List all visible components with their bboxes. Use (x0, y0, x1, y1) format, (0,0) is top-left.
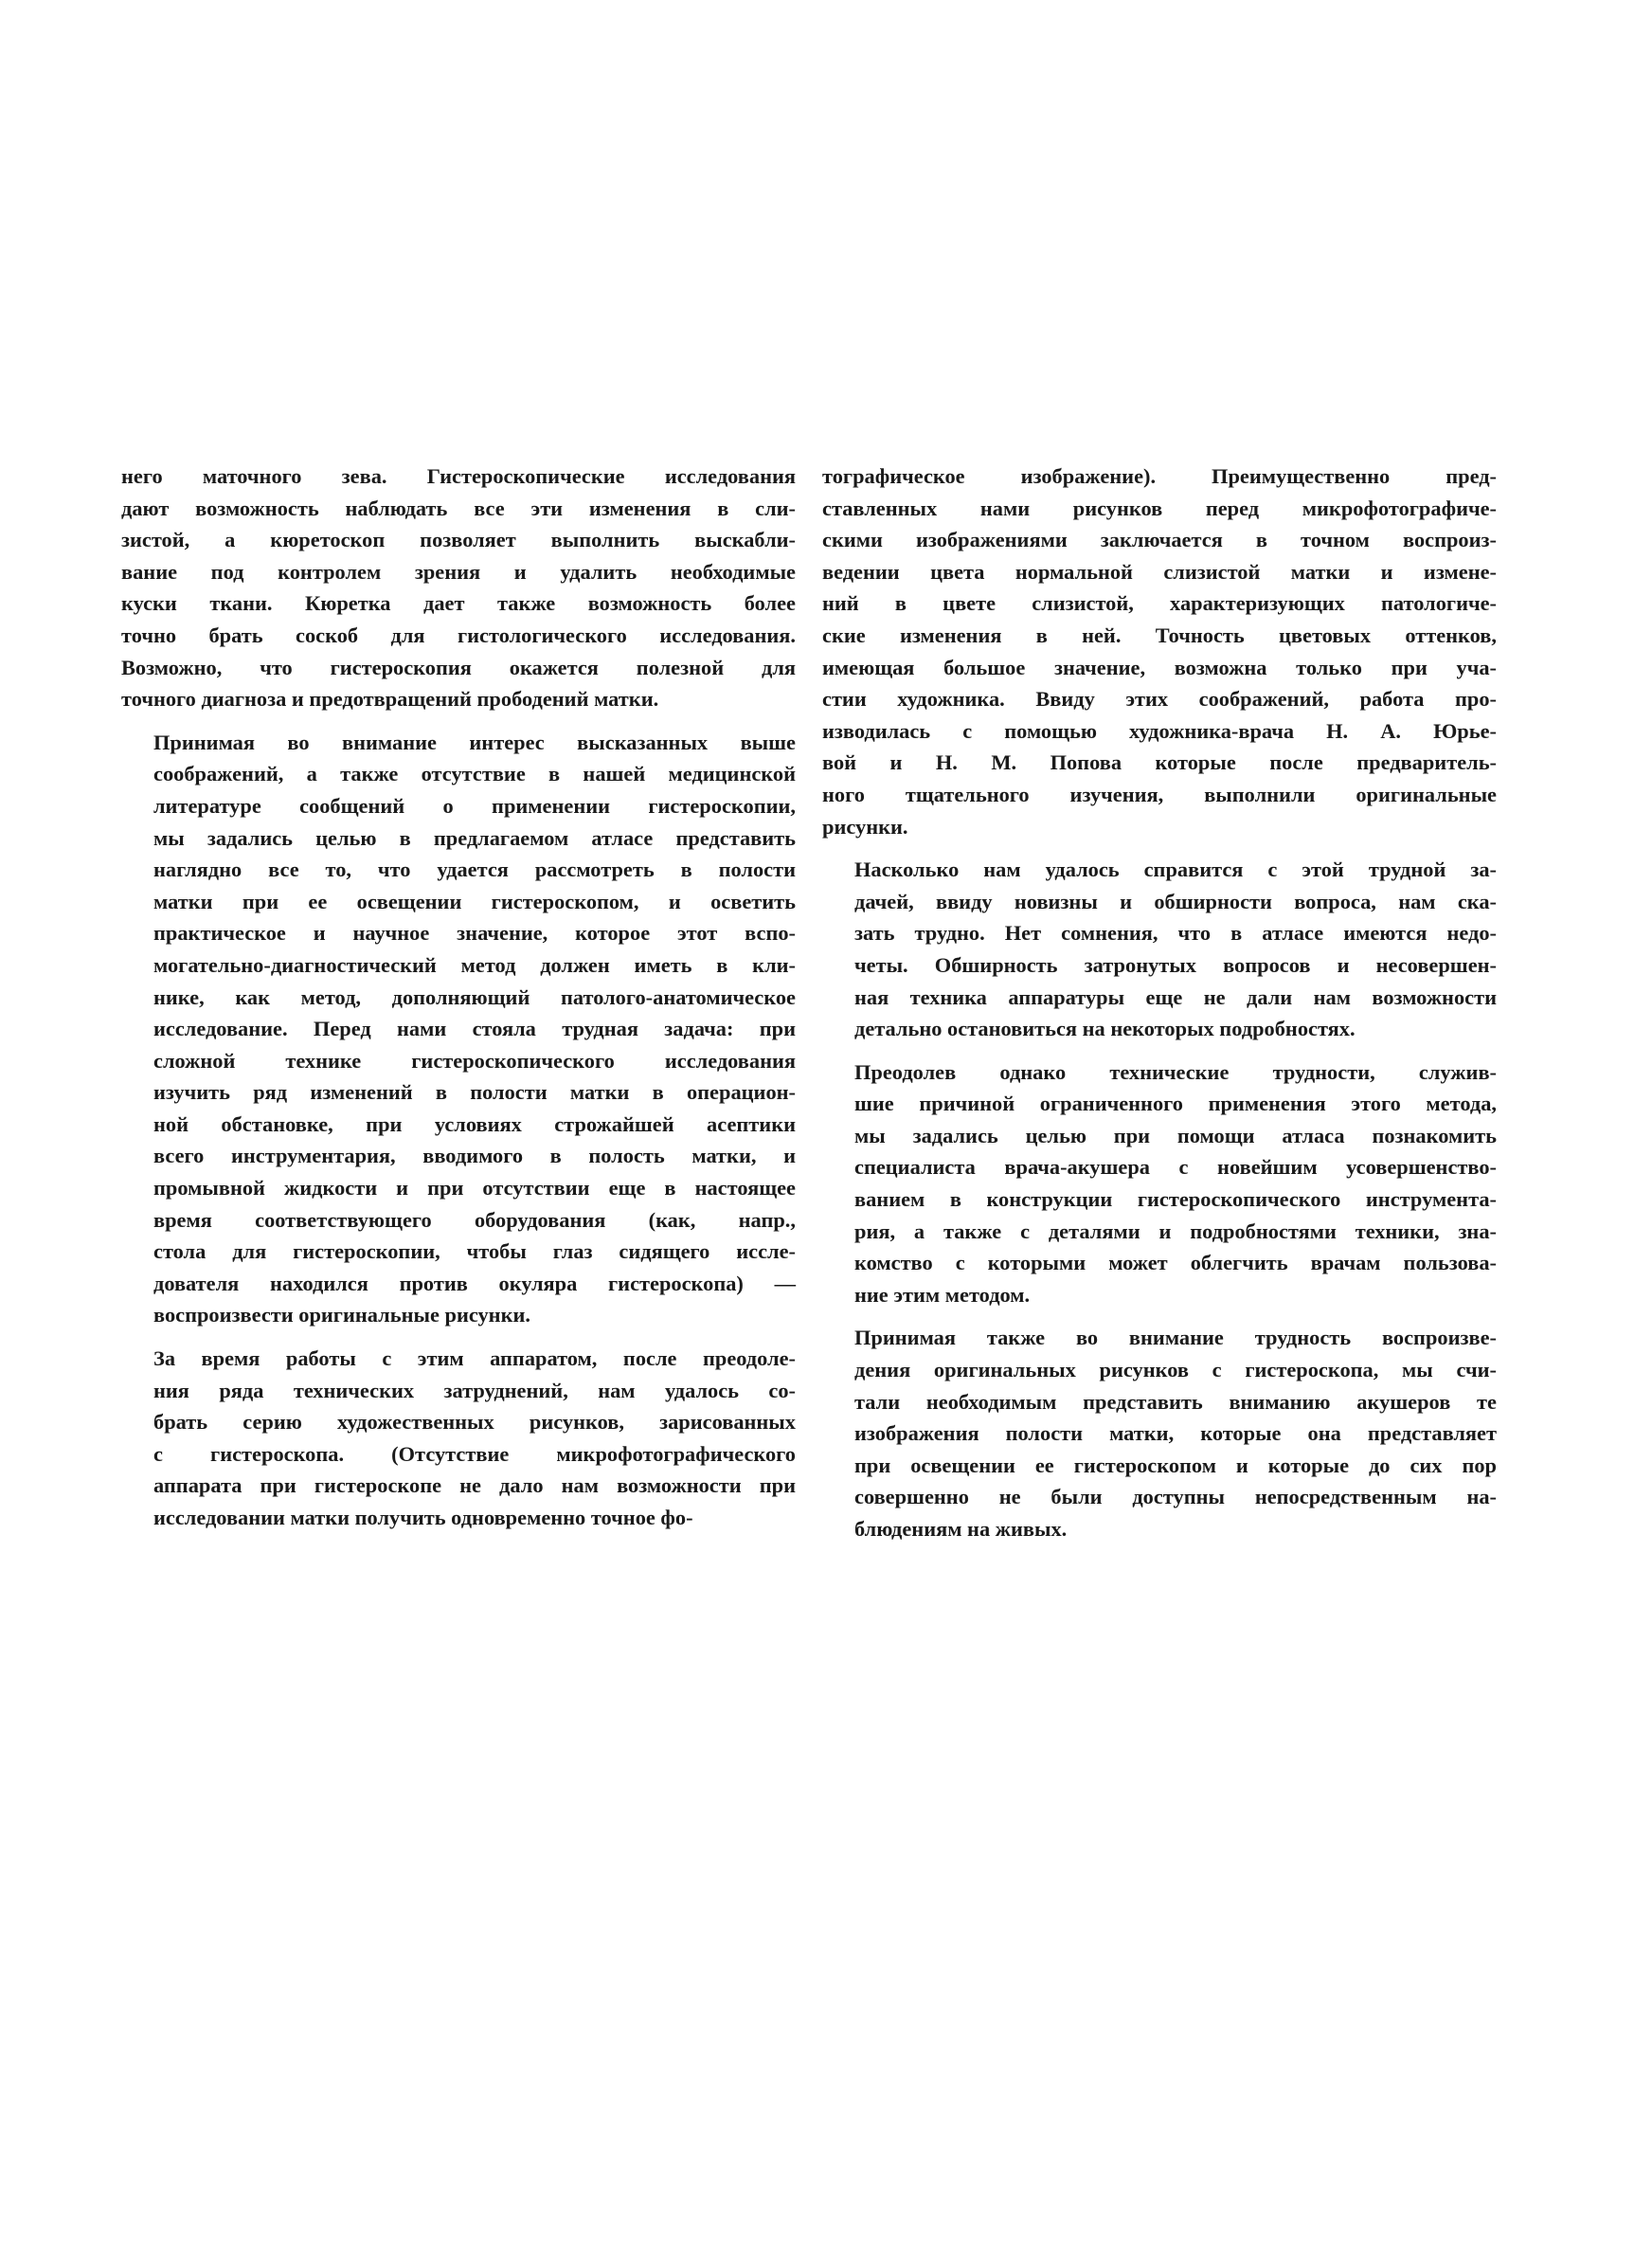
text-line: мы задались целью в предлагаемом атласе представить (153, 825, 796, 850)
text-line: всего инструментария, вводимого в полость матки, и (153, 1144, 796, 1168)
text-line: стии художника. Ввиду этих соображений, работа про- (822, 687, 1497, 712)
text-line: матки при ее освещении гистероскопом, и осветить (153, 889, 796, 913)
text-line: детально остановиться на некоторых подробностях. (854, 1017, 1356, 1041)
text-line: наглядно все то, что удается рассмотреть в полости (153, 858, 796, 882)
text-line: комство с которыми может облегчить врачам пользова- (854, 1251, 1497, 1275)
text-line: Принимая во внимание интерес высказанных выше (153, 730, 796, 754)
text-line: него маточного зева. Гистероскопические исследования (121, 464, 796, 488)
text-line: дачей, ввиду новизны и обширности вопроса, нам ска- (854, 889, 1497, 913)
text-line: брать серию художественных рисунков, зарисованных (153, 1410, 796, 1435)
text-line: Возможно, что гистероскопия окажется полезной для (121, 655, 796, 679)
text-line: ного тщательного изучения, выполнили оригинальные (822, 782, 1497, 806)
text-line: зать трудно. Нет сомнения, что в атласе имеются недо- (854, 921, 1497, 946)
text-line: литературе сообщений о применении гистероскопии, (153, 793, 796, 818)
text-line: вание под контролем зрения и удалить необходимые (121, 559, 796, 584)
left-text-column (121, 460, 796, 1534)
text-line: четы. Обширность затронутых вопросов и несовершен- (854, 952, 1497, 977)
text-line: нике, как метод, дополняющий патолого-анатомическое (153, 984, 796, 1009)
text-line: дения оригинальных рисунков с гистероскопа, мы счи- (854, 1358, 1497, 1382)
text-line: ний в цвете слизистой, характеризующих патологиче- (822, 591, 1497, 616)
text-line: исследование. Перед нами стояла трудная задача: при (153, 1017, 796, 1041)
text-line: могательно-диагностический метод должен иметь в кли- (153, 952, 796, 977)
paragraph (822, 1322, 1497, 1544)
text-line: точного диагноза и предотвращений прободений матки. (121, 687, 659, 712)
text-line: зистой, а кюретоскоп позволяет выполнить выскабли- (121, 528, 796, 552)
text-line: при освещении ее гистероскопом и которые до сих пор (854, 1453, 1497, 1477)
text-line: изводилась с помощью художника-врача Н. А. Юрье- (822, 718, 1497, 743)
text-line: ставленных нами рисунков перед микрофотографиче- (822, 496, 1497, 520)
text-line: точно брать соскоб для гистологического исследования. (121, 623, 796, 647)
text-line: Насколько нам удалось справится с этой трудной за- (854, 858, 1497, 882)
text-line: вой и Н. М. Попова которые после предваритель- (822, 750, 1497, 775)
text-line: ная техника аппаратуры еще не дали нам возможности (854, 984, 1497, 1009)
text-line: имеющая большое значение, возможна только при уча- (822, 655, 1497, 679)
text-line: Принимая также во внимание трудность воспроизве- (854, 1326, 1497, 1350)
text-line: рия, а также с деталями и подробностями техники, зна- (854, 1219, 1497, 1243)
paragraph (121, 460, 796, 715)
text-line: блюдениям на живых. (854, 1517, 1068, 1541)
text-line: скими изображениями заключается в точном воспроиз- (822, 528, 1497, 552)
text-line: Преодолев однако технические трудности, служив- (854, 1059, 1497, 1084)
text-line: совершенно не были доступны непосредственным на- (854, 1485, 1497, 1509)
text-line: соображений, а также отсутствие в нашей медицинской (153, 762, 796, 786)
text-line: дователя находился против окуляра гистероскопа) — (153, 1271, 796, 1295)
text-line: аппарата при гистероскопе не дало нам возможности при (153, 1473, 796, 1498)
paragraph (822, 460, 1497, 842)
text-line: ведении цвета нормальной слизистой матки и измене- (822, 559, 1497, 584)
text-line: тали необходимым представить вниманию акушеров те (854, 1389, 1497, 1414)
right-text-column (822, 460, 1497, 1545)
text-line: ские изменения в ней. Точность цветовых оттенков, (822, 623, 1497, 647)
text-line: За время работы с этим аппаратом, после преодоле- (153, 1346, 796, 1371)
text-line: с гистероскопа. (Отсутствие микрофотографического (153, 1441, 796, 1466)
paragraph (822, 1056, 1497, 1311)
text-line: специалиста врача-акушера с новейшим усовершенство- (854, 1155, 1497, 1180)
text-line: время соответствующего оборудования (как, напр., (153, 1207, 796, 1232)
text-line: практическое и научное значение, которое этот вспо- (153, 921, 796, 946)
text-line: изучить ряд изменений в полости матки в операцион- (153, 1080, 796, 1105)
text-line: сложной технике гистероскопического исследования (153, 1048, 796, 1073)
text-line: дают возможность наблюдать все эти изменения в сли- (121, 496, 796, 520)
paragraph (121, 1343, 796, 1534)
text-line: ванием в конструкции гистероскопического инструмента- (854, 1187, 1497, 1212)
text-line: ние этим методом. (854, 1282, 1031, 1307)
text-line: куски ткани. Кюретка дает также возможность более (121, 591, 796, 616)
text-line: ной обстановке, при условиях строжайшей асептики (153, 1111, 796, 1136)
text-line: тографическое изображение). Преимущественно пред- (822, 464, 1497, 488)
text-line: рисунки. (822, 814, 908, 839)
text-line: промывной жидкости и при отсутствии еще в настоящее (153, 1176, 796, 1201)
text-line: изображения полости матки, которые она представляет (854, 1421, 1497, 1446)
text-line: ния ряда технических затруднений, нам удалось со- (153, 1378, 796, 1402)
text-line: шие причиной ограниченного применения этого метода, (854, 1092, 1497, 1116)
text-line: исследовании матки получить одновременно точное фо- (153, 1506, 693, 1529)
paragraph (822, 854, 1497, 1045)
text-line: стола для гистероскопии, чтобы глаз сидящего иссле- (153, 1239, 796, 1264)
text-line: мы задались целью при помощи атласа познакомить (854, 1123, 1497, 1147)
paragraph (121, 727, 796, 1331)
text-line: воспроизвести оригинальные рисунки. (153, 1303, 530, 1327)
